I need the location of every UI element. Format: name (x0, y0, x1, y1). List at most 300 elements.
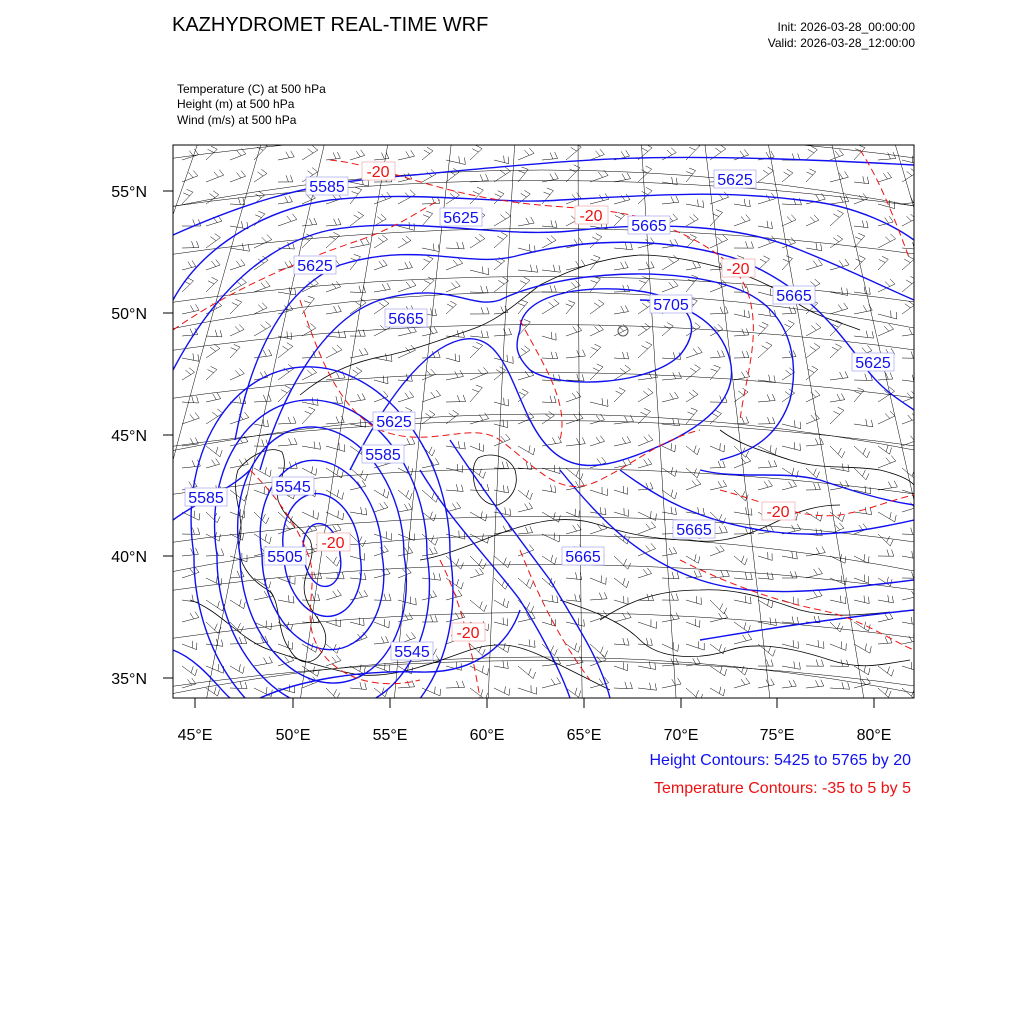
height-contour (450, 440, 610, 698)
wind-barb (302, 397, 318, 405)
wind-barb (782, 640, 799, 648)
wind-barb (350, 238, 369, 248)
wind-barb (182, 368, 195, 380)
temperature-contour (330, 160, 753, 420)
wind-barb (398, 597, 416, 606)
wind-barb (758, 417, 775, 424)
wind-barb (806, 169, 816, 182)
wind-barb (590, 149, 604, 160)
wind-barb (782, 551, 797, 559)
wind-barb (806, 215, 819, 226)
meridian-line (702, 120, 777, 760)
init-time: Init: 2026-03-28_00:00:00 (777, 20, 915, 34)
wind-barb (326, 232, 340, 248)
wind-barb (422, 211, 433, 226)
wind-barb (374, 636, 389, 644)
wind-barb (206, 446, 222, 457)
chart-title: KAZHYDROMET REAL-TIME WRF (172, 14, 489, 36)
wind-barb (566, 260, 585, 270)
wind-barb (446, 464, 463, 472)
wind-barb (278, 151, 294, 160)
wind-barb (638, 166, 652, 182)
wind-barb (878, 324, 894, 336)
wind-barb (854, 304, 872, 314)
svg-text:5625: 5625 (297, 258, 333, 275)
wind-barb (854, 554, 869, 563)
wind-barb (470, 234, 485, 248)
wind-barb (806, 590, 822, 600)
wind-barb (206, 170, 224, 182)
wind-barb (782, 680, 796, 688)
parallel-line (160, 613, 930, 641)
wind-barb (350, 212, 364, 226)
lon-tick-label: 75°E (759, 727, 795, 744)
wind-barb (590, 576, 606, 585)
wind-barb (182, 548, 198, 556)
wind-barb (854, 446, 870, 458)
meridian-line (950, 120, 1024, 760)
wind-barb (878, 311, 897, 320)
wind-barb (806, 413, 819, 424)
height-label (362, 445, 404, 464)
wind-barb (614, 612, 631, 622)
wind-barb (422, 490, 439, 502)
field-temperature: Temperature (C) at 500 hPa (177, 82, 326, 96)
wind-barb (542, 396, 556, 403)
wind-barb (446, 354, 460, 362)
height-contour (700, 610, 914, 640)
lat-tick-label: 35°N (111, 671, 147, 688)
wind-barb (182, 241, 199, 248)
wind-barb (326, 511, 344, 520)
wind-barb (710, 210, 723, 226)
wind-barb (518, 503, 533, 513)
wind-barb (398, 236, 411, 248)
wind-barb (398, 222, 415, 230)
wind-barb (254, 281, 270, 292)
wind-barb (518, 244, 535, 252)
wind-barb (854, 374, 872, 381)
wind-barb (734, 351, 749, 358)
wind-barb (662, 572, 679, 579)
wind-barb (758, 342, 772, 358)
wind-barb (230, 149, 246, 161)
wind-barb (470, 286, 488, 293)
wind-barb (254, 235, 272, 248)
wind-barb (638, 522, 656, 534)
wind-barb (542, 352, 558, 359)
wind-barb (542, 285, 556, 292)
wind-barb (566, 391, 581, 402)
wind-barb (662, 418, 680, 425)
wind-barb (662, 613, 679, 622)
wind-barb (758, 167, 773, 182)
wind-barb (806, 468, 820, 478)
svg-text:5585: 5585 (188, 490, 224, 507)
wind-barb (494, 462, 509, 469)
wind-barb (806, 146, 817, 160)
aral-sea-outline (473, 455, 516, 505)
parallel-line (160, 133, 930, 161)
wind-barb (758, 394, 775, 402)
wind-barb (566, 374, 584, 381)
wind-barb (878, 481, 897, 490)
svg-text:-20: -20 (579, 208, 603, 225)
wind-barb (182, 189, 193, 204)
wind-barb (614, 682, 632, 689)
wind-barb (494, 167, 511, 182)
wind-barb (518, 639, 535, 647)
wind-barb (542, 644, 557, 656)
wind-barb (854, 220, 868, 227)
wind-barb (278, 331, 292, 339)
wind-barb (590, 170, 608, 182)
wind-barb (326, 152, 340, 160)
wind-barb (806, 343, 820, 358)
wind-barb (566, 350, 585, 358)
wind-barb (902, 352, 918, 359)
wind-barbs (182, 143, 921, 701)
wind-barb (734, 215, 750, 226)
wind-barb (758, 221, 772, 229)
wind-barb (542, 465, 560, 474)
wind-barb (806, 660, 824, 667)
wind-barb (662, 196, 679, 204)
wind-barb (302, 466, 317, 475)
wind-barb (542, 299, 559, 314)
wind-barb (854, 176, 869, 183)
wind-barb (614, 194, 630, 204)
temperature-label (362, 162, 395, 181)
wind-barb (422, 244, 439, 252)
wind-barb (206, 622, 221, 633)
longitude-axis (195, 698, 874, 708)
wind-barb (446, 242, 464, 249)
wind-barb (446, 330, 465, 337)
height-label (852, 353, 894, 372)
wind-barb (902, 590, 921, 600)
wind-barb (758, 679, 774, 688)
height-contour (173, 157, 914, 235)
wind-barb (302, 279, 318, 292)
field-wind: Wind (m/s) at 500 hPa (177, 113, 297, 127)
wind-barb (182, 149, 199, 160)
wind-barb (830, 150, 844, 161)
wind-barb (566, 643, 580, 652)
wind-barb (638, 620, 657, 629)
wind-barb (398, 345, 416, 358)
lon-tick-label: 60°E (469, 727, 505, 744)
wind-barb (374, 192, 391, 204)
wind-barb (878, 456, 896, 468)
wind-barb (278, 261, 293, 270)
wind-barb (590, 364, 603, 380)
wind-barb (326, 443, 345, 452)
wind-barb (830, 512, 845, 522)
wind-barb (830, 195, 849, 204)
wind-barb (566, 144, 581, 160)
wind-barb (878, 256, 888, 270)
svg-text:5625: 5625 (855, 355, 891, 372)
wind-barb (854, 507, 872, 515)
wind-barb (278, 196, 292, 204)
height-label (264, 547, 306, 566)
wind-barb (710, 480, 727, 490)
wind-barb (542, 220, 557, 227)
wind-barb (758, 193, 775, 204)
temperature-label (452, 623, 485, 642)
wind-barb (182, 612, 199, 622)
meridian-line (1, 120, 206, 760)
wind-barb (302, 441, 321, 449)
wind-barb (686, 199, 704, 207)
wind-barb (734, 417, 749, 425)
wind-barb (782, 420, 801, 428)
wind-barb (470, 266, 489, 274)
wind-barb (182, 353, 199, 361)
wind-barb (542, 485, 556, 493)
wind-barb (710, 666, 727, 676)
wind-barb (614, 352, 629, 359)
lat-tick-label: 40°N (111, 549, 147, 566)
temperature-label (575, 206, 608, 225)
wind-barb (494, 599, 509, 608)
wind-barb (710, 600, 727, 614)
wind-barb (302, 407, 315, 424)
parallel-line (160, 414, 930, 453)
svg-text:5665: 5665 (676, 522, 712, 539)
wind-barb (566, 238, 583, 248)
wind-barb (182, 171, 198, 183)
wind-barb (326, 305, 341, 314)
wind-barb (854, 524, 867, 534)
wind-barb (470, 342, 483, 358)
wind-barb (782, 571, 797, 578)
wind-barb (614, 508, 629, 516)
wind-barb (254, 467, 271, 477)
height-label (714, 170, 756, 189)
wind-barb (710, 687, 725, 696)
temperature-label (762, 502, 795, 521)
wind-barb (374, 214, 386, 226)
wind-barb (230, 369, 244, 381)
wind-barb (686, 347, 702, 358)
wind-barb (806, 243, 822, 251)
wind-barb (398, 150, 415, 160)
wind-barb (902, 375, 919, 383)
wind-barb (542, 555, 556, 564)
wind-barb (902, 156, 918, 164)
wind-barb (590, 300, 604, 314)
temperature-label (317, 533, 350, 552)
wind-barb (854, 665, 870, 675)
wind-barb (326, 590, 341, 600)
wind-barb (566, 301, 575, 314)
wind-barb (590, 234, 602, 249)
wind-barb (494, 328, 512, 336)
wind-barb (206, 549, 224, 556)
wind-barb (518, 526, 533, 534)
wind-barb (830, 344, 842, 358)
wind-barb (878, 666, 894, 676)
wind-barb (662, 280, 678, 292)
field-height: Height (m) at 500 hPa (177, 97, 295, 111)
wind-barb (590, 398, 608, 406)
wind-barb (830, 682, 850, 689)
wind-barb (542, 677, 561, 688)
wind-barb (326, 281, 341, 292)
wind-barb (830, 210, 844, 226)
wind-barb (326, 345, 342, 358)
wind-barb (278, 175, 293, 182)
wind-barb (614, 596, 628, 604)
wind-barb (422, 169, 436, 182)
lon-tick-label: 45°E (177, 727, 213, 744)
wind-barb (326, 218, 341, 226)
wind-barb (470, 385, 482, 402)
wind-barb (206, 458, 220, 468)
wind-barb (686, 619, 700, 628)
meridian-line (1012, 120, 1024, 760)
wind-barb (686, 479, 701, 490)
svg-text:-20: -20 (726, 261, 750, 278)
wind-barb (542, 533, 560, 542)
wind-barb (686, 570, 702, 578)
wind-barb (710, 612, 728, 622)
wind-barb (230, 531, 244, 540)
wind-barb (494, 367, 506, 380)
wind-barb (686, 641, 704, 650)
wind-barb (806, 259, 822, 270)
wind-barb (806, 323, 821, 336)
wind-barb (638, 277, 649, 293)
wind-barb (830, 287, 848, 295)
wind-barb (734, 371, 750, 380)
wind-barb (470, 644, 485, 656)
wind-barb (446, 258, 463, 270)
wind-barb (686, 408, 697, 424)
svg-text:-20: -20 (366, 164, 390, 181)
height-label (306, 177, 348, 196)
wind-barb (542, 658, 561, 667)
wind-barb (494, 277, 509, 292)
wind-barb (638, 342, 652, 358)
wind-barb (278, 343, 293, 358)
wind-barb (206, 344, 220, 358)
wind-barb (374, 152, 389, 160)
wind-barb (830, 394, 845, 403)
wind-barb (638, 435, 653, 446)
wind-barb (254, 322, 271, 336)
wind-barb (614, 212, 625, 226)
height-label (650, 295, 692, 314)
wind-barb (182, 413, 199, 425)
wind-barb (446, 370, 464, 380)
svg-text:5585: 5585 (365, 447, 401, 464)
wind-barb (398, 503, 412, 512)
lon-tick-label: 65°E (566, 727, 602, 744)
wind-barb (518, 666, 536, 679)
wind-barb (494, 618, 508, 626)
wind-barb (686, 390, 698, 402)
wind-barb (518, 217, 534, 226)
wind-barb (686, 446, 700, 455)
wind-barb (230, 458, 248, 468)
wind-barb (230, 198, 245, 205)
wind-barb (662, 323, 673, 336)
svg-text:-20: -20 (766, 504, 790, 521)
valid-time: Valid: 2026-03-28_12:00:00 (767, 36, 915, 50)
temperature-contour (300, 300, 700, 486)
wind-barb (518, 578, 533, 589)
wind-barb (470, 174, 488, 182)
wind-barb (806, 512, 822, 522)
wind-barb (182, 278, 194, 292)
wind-barb (350, 393, 365, 402)
wind-barb (782, 215, 796, 226)
wind-barb (566, 468, 583, 480)
wind-barb (182, 304, 199, 314)
wind-barb (830, 642, 846, 651)
wind-barb (734, 199, 750, 207)
wind-barb (638, 323, 650, 336)
wind-barb (230, 259, 245, 270)
wind-barb (734, 678, 750, 688)
wind-barb (182, 567, 199, 578)
wind-barb (398, 567, 411, 578)
wind-barb (758, 552, 772, 560)
wind-barb (662, 352, 681, 359)
wind-barb (302, 510, 319, 519)
wind-barb (326, 688, 340, 699)
wind-barb (278, 438, 297, 446)
wind-barb (782, 169, 793, 182)
wind-barb (254, 687, 272, 697)
wind-barb (542, 265, 560, 273)
wind-barb (566, 509, 579, 518)
svg-text:5625: 5625 (443, 210, 479, 227)
wind-barb (590, 487, 607, 496)
wind-barb (782, 442, 801, 450)
wind-barb (470, 331, 488, 338)
height-label (272, 477, 314, 496)
wind-barb (902, 528, 917, 535)
wind-barb (614, 436, 631, 446)
wind-barb (230, 664, 244, 673)
height-contour-legend: Height Contours: 5425 to 5765 by 20 (649, 752, 911, 769)
wind-barb (566, 572, 582, 579)
wind-barb (902, 196, 918, 204)
lat-tick-label: 45°N (111, 428, 147, 445)
wind-barb (542, 595, 558, 603)
wind-barb (638, 261, 654, 270)
wind-barb (806, 568, 822, 578)
wind-barb (854, 644, 871, 654)
wind-barb (830, 596, 846, 604)
wind-barb (542, 236, 556, 248)
wind-barb (374, 283, 390, 292)
height-label (673, 520, 715, 539)
wind-barb (710, 545, 724, 556)
wind-barb (326, 490, 344, 500)
wind-barb (590, 644, 608, 657)
wind-barb (206, 639, 223, 647)
wind-barb (542, 436, 562, 446)
wind-barb (854, 388, 864, 402)
svg-text:5585: 5585 (309, 179, 345, 196)
wind-barb (830, 303, 848, 314)
wind-barb (710, 461, 725, 468)
